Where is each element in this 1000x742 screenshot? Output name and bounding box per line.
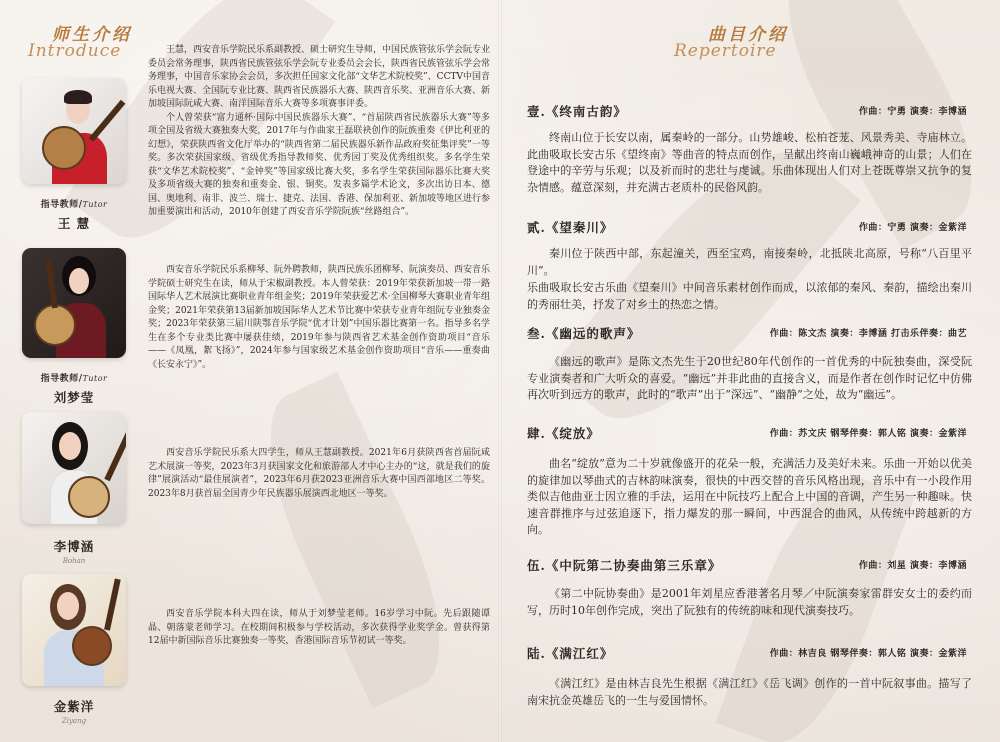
piece-title: 叁.《幽远的歌声》 [527,326,641,341]
caption-jin-ziyang [14,693,134,725]
piece-description: 乐曲吸取长安古乐曲《望秦川》中间音乐素材创作而成，以浓郁的秦风、秦韵，描绘出秦川的秀丽壮美，抒发了对乡土的热恋之情。 [527,281,972,311]
piece-title: 肆.《绽放》 [527,426,600,441]
bio-li-bohan [148,447,490,501]
intro-heading [22,20,152,61]
person-name: 王 慧 [57,216,91,231]
piece-description: 终南山位于长安以南，属秦岭的一部分。山势雄峻、松柏苍茏、风景秀美、寺庙林立。此曲吸取长安古乐《望终南》等曲音的特点而创作，呈献出终南山巍峨神奇的山景；人们在登途中的辛劳与乐观；以及祈而时的悲壮与虔诚。乐曲体现出人们对上苍既尊崇又抗争的复杂情感。蕴意深刻，并充满古老质朴的民俗风韵。 [527,131,972,194]
piece-title: 壹.《终南古韵》 [527,104,627,119]
person-name: 李博涵 [53,539,95,554]
person-name-en: Ziyang [61,717,87,725]
page-spine [498,0,502,742]
piece-credits: 作曲：宁勇 演奏：李博涵 [858,107,967,117]
photo-jin-ziyang [22,574,126,686]
piece-header [527,102,967,118]
piece-header [527,424,967,440]
caption-wang-hui [14,197,134,232]
caption-li-bohan [14,533,134,565]
piece-credits: 作曲：苏文庆 钢琴伴奏：郭人铭 演奏：金紫洋 [769,429,967,439]
piece-header [527,218,967,234]
person-name-en: Bohan [62,557,86,565]
bio-liu-mengying [148,264,490,372]
piece-header [527,556,967,572]
repertoire-heading [668,20,818,61]
piece-header [527,324,967,340]
photo-li-bohan [22,412,126,524]
bio-paragraph: 个人曾荣获“富力通杯·国际中国民族器乐大赛”、“首届陕西省民族器乐大赛”等多项全国及省级大赛独奏大奖，2017年与作曲家王磊联袂创作的阮族重奏《伊比利亚的幻想》，荣获陕西省文化厅举办的“陕西省第二届民族器乐新作品政府奖征集评奖”一等奖。多次荣获国家级、省级优秀指导教师奖、优秀园丁奖及优秀组织奖。多名学生荣获“文华艺术院校奖”、“金钟奖”等国家级比赛大奖，多名学生荣获国际器乐比赛大奖及多项省级大赛的独奏和重奏金、银、铜奖。发表多篇学术论文，多次出访日本、德国、奥地利、南非、波兰、瑞士、捷克、法国、香港、保加利亚、新加坡等地区进行参加重要演出和活动，2010年创建了西安音乐学院阮族“丝路组合”。 [148,112,491,217]
piece-description: 曲名“绽放”意为二十岁就像盛开的花朵一般，充满活力及美好未来。乐曲一开始以优美的旋律加以琴曲式的吉林韵味演奏，很快的中西交替的音乐风格出现，音乐中有一小段作用类似吉他曲亚士因立雅的手法，运用在中阮技巧上配合上中国的音调，产生另一种趣味。快速音群推序与过弦追逐下，指力爆发的那一瞬间，中西混合的曲风，从传统中跨越新的方向。 [527,457,972,536]
piece-title: 贰.《望秦川》 [527,220,614,235]
person-name: 金紫洋 [53,699,95,714]
repertoire-heading-cn: 曲目介绍 [708,25,788,45]
intro-heading-en: Introduce [28,41,122,61]
bio-wang-hui [148,44,490,220]
bio-paragraph: 西安音乐学院民乐系柳琴、阮外聘教师，陕西民族乐团柳琴、阮演奏员、西安音乐学院硕士研究生在读，师从于宋椒副教授。本人曾荣获：2019年荣获新加坡一带一路国际华人艺术展演比赛职业青年组金奖；2019年荣获爱艺术·全国柳琴大赛职业青年组金奖；2021年荣获第13届新加坡国际华人艺术节比赛中荣获专业青年组阮专业独奏金奖；2023年荣获第三届川陕鄂音乐学院“优才计划”中国乐器比赛第一名。指导多名学生在多个专业类比赛中屡获佳绩，2019年参与陕西省艺术基金创作资助项目“音乐——《凤凰，絮飞扬》”，2024年参与国家级艺术基金创作资助项目“音乐——重奏曲《长安永宁》”。 [148,265,491,370]
piece-credits: 作曲：刘星 演奏：李博涵 [858,561,967,571]
caption-role: 指导教师/Tutor [40,200,108,210]
piece-title: 伍.《中阮第二协奏曲第三乐章》 [527,558,722,573]
caption-role: 指导教师/Tutor [40,374,108,384]
leaf-decoration [238,372,473,709]
piece-description: 《第二中阮协奏曲》是2001年刘星应香港著名月琴／中阮演奏家雷群安女士的委约而写，历时10年创作完成，突出了阮独有的传统韵味和现代演奏技巧。 [527,587,972,617]
piece-description: 秦川位于陕西中部，东起潼关，西至宝鸡，南接秦岭，北抵陕北高原，号称“八百里平川”。 [527,247,972,277]
bio-paragraph: 西安音乐学院民乐系大四学生，师从王慧副教授。2021年6月获陕西省首届阮咸艺术展演一等奖，2023年3月获国家文化和旅游部人才中心主办的“这，就是我们的旋律”展演活动“最佳展演者”，2023年6月获2023亚洲音乐大赛中国西部地区二等奖。2023年8月获首届全国青少年民族器乐展演西北地区一等奖。 [148,448,490,499]
bio-paragraph: 王慧，西安音乐学院民乐系副教授、硕士研究生导师，中国民族管弦乐学会阮专业委员会常务理事，陕西省民族管弦乐学会阮专业委员会会长，陕西省民族管弦乐学会常务理事，中国音乐家协会会员，多次担任国家文化部“文华艺术院校奖”、CCTV中国音乐电视大赛、全国阮专业比赛、陕西省民族器乐大赛、陕西音乐奖、亚洲音乐大赛、新加坡国际阮咸大赛、南洋国际音乐大赛等多项赛事评委。 [148,45,491,109]
piece-header [527,644,967,660]
repertoire-heading-en: Repertoire [674,41,777,61]
photo-liu-mengying [22,248,126,358]
piece-credits: 作曲：陈文杰 演奏：李博涵 打击乐伴奏：曲艺 [769,329,967,339]
bio-jin-ziyang [148,608,490,649]
piece-description: 《幽远的歌声》是陈文杰先生于20世纪80年代创作的一首优秀的中阮独奏曲，深受阮专业演奏者和广大听众的喜爱。“幽远”并非此曲的直接含义，而是作者在创作时记忆中仿佛再次听到远方的歌声，此时的“歌声”出于“深远”、“幽静”之处，故为“幽远”。 [527,355,972,401]
piece-credits: 作曲：宁勇 演奏：金紫洋 [858,223,967,233]
intro-heading-cn: 师生介绍 [52,25,132,45]
piece-description: 《满江红》是由林吉良先生根据《满江红》《岳飞调》创作的一首中阮叙事曲。描写了南宋抗金英雄岳飞的一生与爱国情怀。 [527,677,972,707]
photo-wang-hui [22,78,126,184]
bio-paragraph: 西安音乐学院本科大四在读，师从于刘梦莹老师。16岁学习中阮。先后跟随谭晶、朝落蒙老师学习。在校期间积极参与学校活动，多次获得学业奖学金。曾获得第12届中新国际音乐比赛独奏一等奖，香港国际音乐节初试一等奖。 [148,609,490,646]
person-name: 刘梦莹 [53,390,95,405]
piece-credits: 作曲：林吉良 钢琴伴奏：郭人铭 演奏：金紫洋 [769,649,967,659]
caption-liu-mengying [14,371,134,406]
piece-title: 陆.《满江红》 [527,646,614,661]
